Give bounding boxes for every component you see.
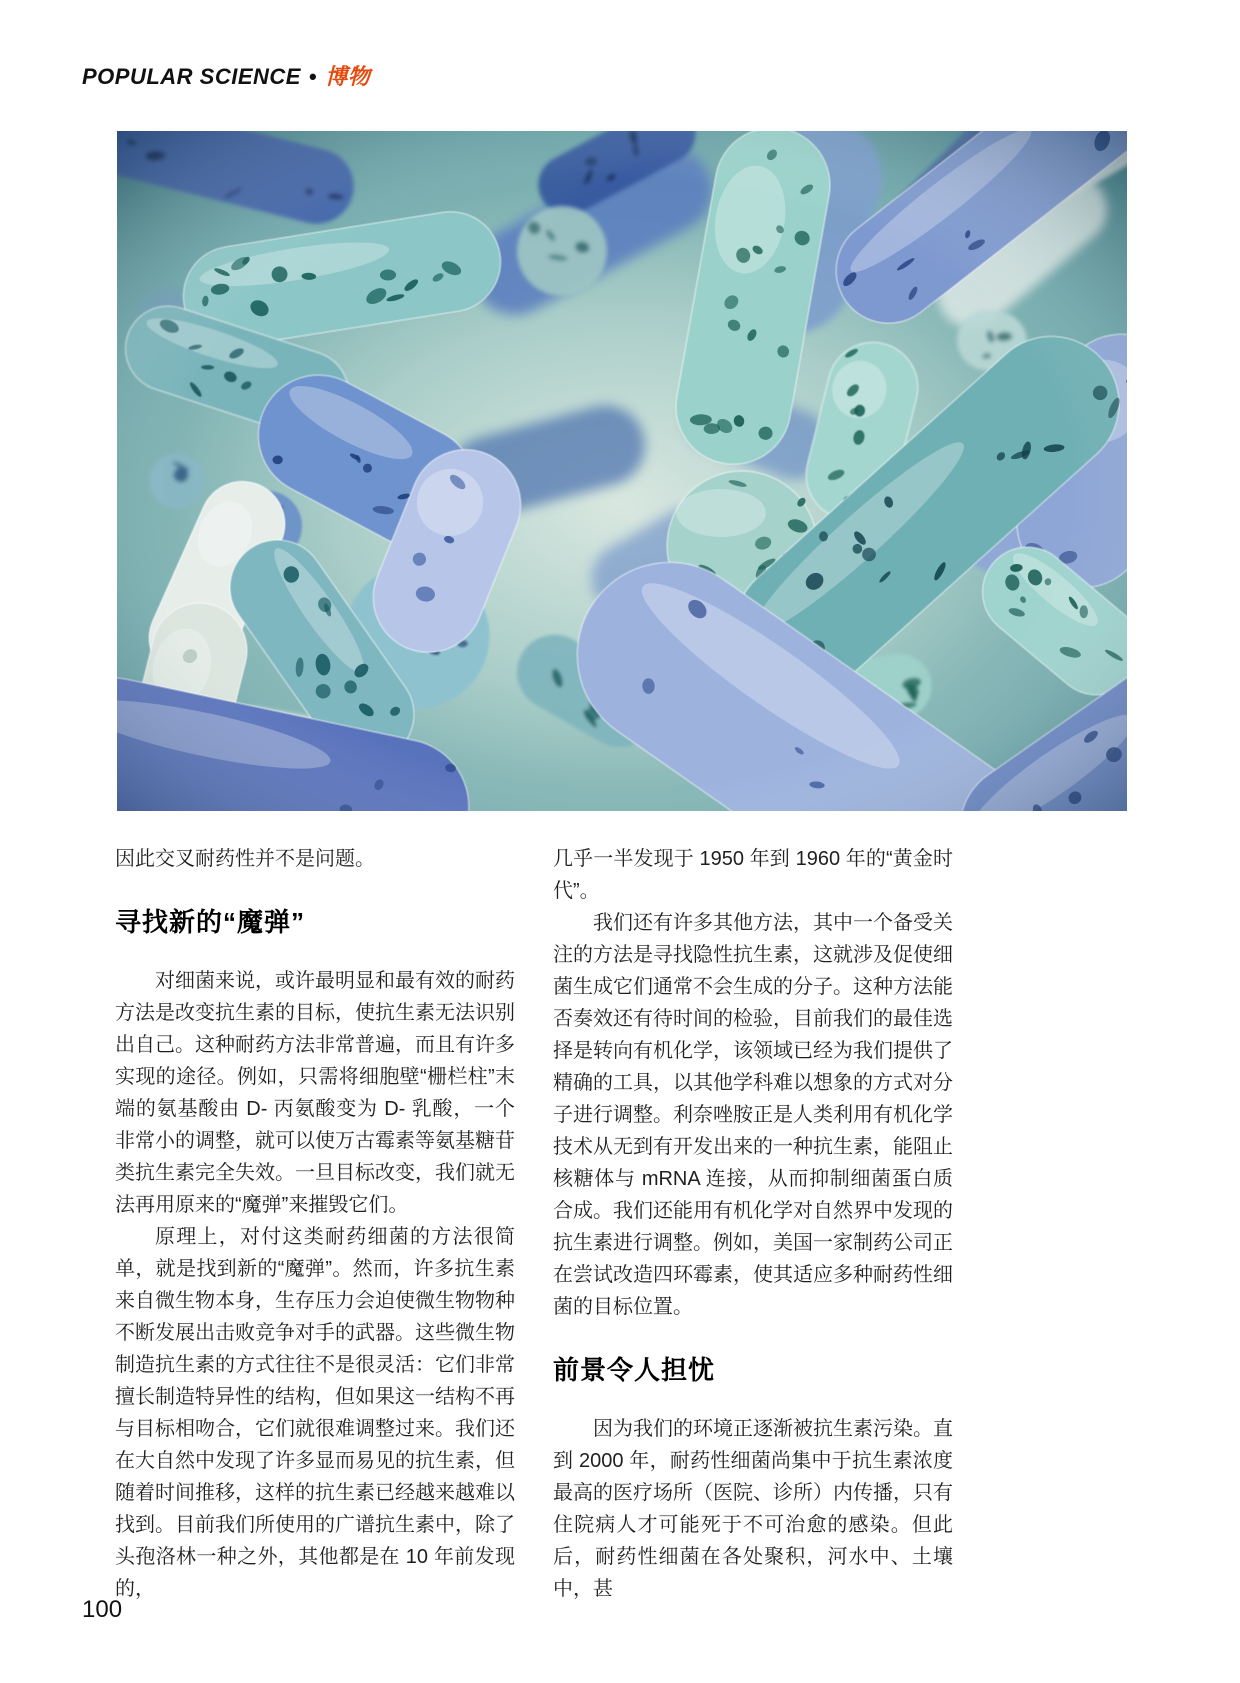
bacteria-illustration — [117, 131, 1127, 811]
paragraph-continued: 几乎一半发现于 1950 年到 1960 年的“黄金时代”。 — [553, 848, 953, 902]
paragraph: 原理上，对付这类耐药细菌的方法很简单，就是找到新的“魔弹”。然而，许多抗生素来自微生物本身，生存压力会迫使微生物物种不断发展出击败竞争对手的武器。这些微生物制造抗生素的方式往往不是很灵活：它们非常擅长制造特异性的结构，但如果这一结构不再与目标相吻合，它们就很难调整过来。我们还在大自然中发现了许多显而易见的抗生素，但随着时间推移，这样的抗生素已经越来越难以找到。目前我们所使用的广谱抗生素中，除了头孢洛林一种之外，其他都是在 10 年前发现的， — [115, 1226, 515, 1600]
page-number: 100 — [82, 1596, 123, 1623]
edition-title: 博物 — [325, 64, 371, 89]
paragraph-continued: 因此交叉耐药性并不是问题。 — [115, 848, 375, 870]
magazine-title: POPULAR SCIENCE — [82, 64, 301, 89]
section-heading-outlook: 前景令人担忧 — [553, 1355, 716, 1385]
paragraph: 因为我们的环境正逐渐被抗生素污染。直到 2000 年，耐药性细菌尚集中于抗生素浓度最高的医疗场所（医院、诊所）内传播，只有住院病人才可能死于不可治愈的感染。但此后，耐药性细菌在各处聚积，河水中、土壤中，甚 — [553, 1418, 953, 1600]
paragraph: 我们还有许多其他方法，其中一个备受关注的方法是寻找隐性抗生素，这就涉及促使细菌生成它们通常不会生成的分子。这种方法能否奏效还有待时间的检验，目前我们的最佳选择是转向有机化学，该领域已经为我们提供了精确的工具，以其他学科难以想象的方式对分子进行调整。利奈唑胺正是人类利用有机化学技术从无到有开发出来的一种抗生素，能阻止核糖体与 mRNA 连接，从而抑制细菌蛋白质合成。我们还能用有机化学对自然界中发现的抗生素进行调整。例如，美国一家制药公司正在尝试改造四环霉素，使其适应多种耐药性细菌的目标位置。 — [553, 912, 953, 1318]
section-heading-magic-bullet: 寻找新的“魔弹” — [115, 907, 306, 937]
article-column-left — [115, 843, 515, 1605]
bacteria-photo — [117, 131, 1127, 811]
masthead-separator: • — [308, 64, 318, 89]
paragraph: 对细菌来说，或许最明显和最有效的耐药方法是改变抗生素的目标，使抗生素无法识别出自己。这种耐药方法非常普遍，而且有许多实现的途径。例如，只需将细胞壁“栅栏柱”末端的氨基酸由 D- 丙氨酸变为 D- 乳酸，一个非常小的调整，就可以使万古霉素等氨基糖苷类抗生素完全失效。一旦目标改变，我们就无法再用原来的“魔弹”来摧毁它们。 — [115, 970, 515, 1216]
masthead — [82, 64, 370, 90]
article-column-right — [553, 843, 953, 1605]
